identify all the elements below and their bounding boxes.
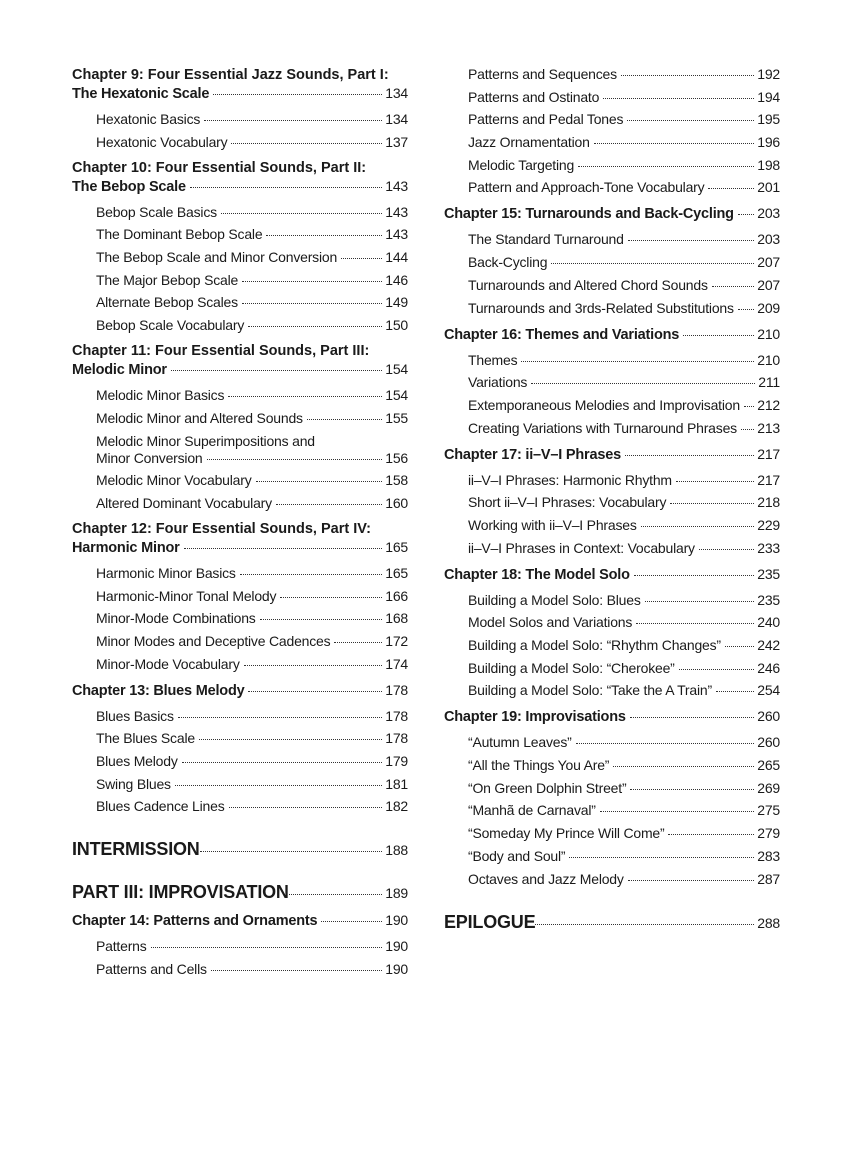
toc-page-number: 260 (757, 708, 780, 725)
toc-section-altered-dominant-vocabulary[interactable] (72, 495, 408, 512)
toc-page-number: 207 (757, 276, 780, 293)
toc-section-building-a-model-solo-take-the-a-train[interactable] (444, 682, 780, 699)
dot-leader (738, 214, 754, 215)
dot-leader (231, 143, 382, 144)
toc-section-the-standard-turnaround[interactable] (444, 231, 780, 248)
dot-leader (341, 258, 382, 259)
toc-entry-title: The Hexatonic Scale (72, 86, 210, 102)
toc-entry-title-line1: Chapter 9: Four Essential Jazz Sounds, Part I: (72, 67, 389, 83)
toc-page-number: 203 (757, 231, 780, 248)
toc-page-number: 149 (385, 294, 408, 311)
toc-page-number: 154 (385, 361, 408, 378)
toc-entry-title: The Blues Scale (96, 730, 195, 747)
toc-chapter-the-bebop-scale[interactable] (72, 159, 408, 196)
toc-entry-title: Blues Melody (96, 753, 178, 769)
toc-chapter-chapter-15-turnarounds-and-back-cycling[interactable] (444, 204, 780, 223)
dot-leader (213, 94, 382, 95)
toc-entry-title: Bebop Scale Basics (96, 203, 217, 220)
toc-page-number: 196 (757, 134, 780, 151)
toc-entry-title: Chapter 18: The Model Solo (444, 566, 630, 583)
dot-leader (334, 642, 382, 643)
toc-section-building-a-model-solo-blues[interactable] (444, 592, 780, 609)
toc-entry-title: Alternate Bebop Scales (96, 294, 238, 311)
toc-entry-title: Melodic Minor and Altered Sounds (96, 409, 303, 426)
toc-section-melodic-targeting[interactable] (444, 157, 780, 174)
dot-leader (670, 503, 754, 504)
dot-leader (199, 739, 382, 740)
toc-section-working-with-ii-v-i-phrases[interactable] (444, 517, 780, 534)
toc-entry-title: Chapter 16: Themes and Variations (444, 326, 680, 343)
toc-section-someday-my-prince-will-come[interactable] (444, 825, 780, 842)
toc-entry-title: Melodic Minor Basics (96, 387, 225, 404)
toc-entry-title: Hexatonic Vocabulary (96, 133, 228, 150)
toc-section-blues-melody[interactable] (72, 753, 408, 770)
toc-entry-title: Octaves and Jazz Melody (468, 870, 624, 887)
toc-entry-title: Extemporaneous Melodies and Improvisation (468, 396, 740, 413)
dot-leader (613, 766, 754, 767)
dot-leader (171, 370, 382, 371)
toc-page-number: 210 (757, 351, 780, 368)
toc-page-number: 213 (757, 419, 780, 436)
toc-chapter-harmonic-minor[interactable] (72, 520, 408, 557)
toc-entry-title: Harmonic-Minor Tonal Melody (96, 587, 277, 604)
dot-leader (178, 717, 382, 718)
dot-leader (248, 691, 382, 692)
toc-chapter-melodic-minor[interactable] (72, 342, 408, 379)
toc-page-number: 168 (385, 610, 408, 627)
toc-page-number: 188 (385, 842, 408, 859)
toc-entry-title: “Body and Soul” (468, 847, 566, 864)
dot-leader (240, 574, 383, 575)
toc-section-turnarounds-and-3rds-related-substitutio[interactable] (444, 300, 780, 317)
dot-leader (576, 743, 755, 744)
toc-page-number: 134 (385, 85, 408, 101)
toc-entry-title: Building a Model Solo: Blues (468, 591, 641, 608)
toc-entry-title: Chapter 17: ii–V–I Phrases (444, 446, 621, 463)
toc-section-patterns-and-sequences[interactable] (444, 66, 780, 83)
toc-entry-title-line1: Chapter 10: Four Essential Sounds, Part II: (72, 159, 367, 176)
dot-leader (200, 851, 383, 852)
toc-page-number: 198 (757, 156, 780, 173)
toc-section-swing-blues[interactable] (72, 776, 408, 793)
toc-entry-title: Melodic Minor (72, 362, 167, 379)
toc-entry-title: Turnarounds and Altered Chord Sounds (468, 276, 708, 293)
toc-section-model-solos-and-variations[interactable] (444, 614, 780, 631)
toc-section-turnarounds-and-altered-chord-sounds[interactable] (444, 277, 780, 294)
toc-section-hexatonic-basics[interactable] (72, 111, 408, 128)
toc-section-minor-mode-vocabulary[interactable] (72, 656, 408, 673)
toc-page-number: 218 (757, 494, 780, 511)
dot-leader (242, 303, 382, 304)
toc-page-number: 143 (385, 203, 408, 220)
toc-entry-title: Pattern and Approach-Tone Vocabulary (468, 179, 705, 196)
dot-leader (175, 785, 382, 786)
toc-entry-title: Minor-Mode Vocabulary (96, 655, 240, 672)
toc-entry-title-line1: Melodic Minor Superimpositions and (96, 432, 315, 449)
toc-chapter-chapter-19-improvisations[interactable] (444, 707, 780, 726)
dot-leader (248, 326, 382, 327)
toc-page-number: 165 (385, 538, 408, 555)
toc-section-the-dominant-bebop-scale[interactable] (72, 226, 408, 243)
toc-entry-title: Patterns (96, 938, 147, 955)
toc-section-creating-variations-with-turnaround-phra[interactable] (444, 420, 780, 437)
dot-leader (535, 924, 754, 925)
toc-section-harmonic-minor-tonal-melody[interactable] (72, 588, 408, 605)
toc-entry-title: Hexatonic Basics (96, 111, 201, 127)
toc-section-variations[interactable] (444, 374, 780, 391)
dot-leader (716, 691, 754, 692)
dot-leader (190, 187, 382, 188)
toc-page-number: 194 (757, 88, 780, 105)
toc-section-patterns[interactable] (72, 938, 408, 955)
toc-section-melodic-minor-and-altered-sounds[interactable] (72, 410, 408, 427)
dot-leader (668, 834, 754, 835)
toc-entry-title: Turnarounds and 3rds-Related Substitutions (468, 299, 734, 316)
dot-leader (256, 481, 383, 482)
toc-section-hexatonic-vocabulary[interactable] (72, 134, 408, 151)
toc-section-body-and-soul[interactable] (444, 848, 780, 865)
toc-page-number: 156 (385, 449, 408, 466)
dot-leader (679, 669, 755, 670)
toc-section-all-the-things-you-are[interactable] (444, 757, 780, 774)
dot-leader (521, 361, 754, 362)
toc-entry-title: Melodic Targeting (468, 156, 575, 173)
toc-page-number: 143 (385, 226, 408, 243)
toc-section-building-a-model-solo-rhythm-changes[interactable] (444, 637, 780, 654)
toc-page-number: 190 (385, 912, 408, 929)
toc-page-number: 178 (385, 707, 408, 724)
dot-leader (244, 665, 383, 666)
dot-leader (676, 481, 754, 482)
dot-leader (260, 619, 383, 620)
dot-leader (228, 396, 382, 397)
toc-left-column (72, 66, 408, 984)
toc-section-melodic-minor-basics[interactable] (72, 387, 408, 404)
dot-leader (708, 188, 754, 189)
toc-page-number: 209 (757, 299, 780, 316)
toc-page-number: 279 (757, 825, 780, 842)
toc-page-number: 190 (385, 961, 408, 978)
dot-leader (307, 419, 382, 420)
dot-leader (242, 281, 382, 282)
toc-entry-title: Altered Dominant Vocabulary (96, 494, 272, 511)
toc-entry-title: Minor-Mode Combinations (96, 610, 256, 627)
toc-section-the-blues-scale[interactable] (72, 730, 408, 747)
toc-page-number: 212 (757, 396, 780, 413)
toc-entry-title: Patterns and Pedal Tones (468, 111, 624, 128)
dot-leader (211, 970, 382, 971)
toc-entry-title: The Dominant Bebop Scale (96, 226, 263, 243)
toc-entry-title-line1: Chapter 12: Four Essential Sounds, Part IV: (72, 520, 371, 537)
toc-section-patterns-and-pedal-tones[interactable] (444, 111, 780, 128)
toc-section-ii-v-i-phrases-in-context-vocabulary[interactable] (444, 540, 780, 557)
toc-section-building-a-model-solo-cherokee[interactable] (444, 660, 780, 677)
toc-entry-title: Patterns and Ostinato (468, 88, 600, 105)
toc-page-number: 174 (385, 655, 408, 672)
toc-page-number: 178 (385, 681, 408, 698)
toc-entry-title: Chapter 14: Patterns and Ornaments (72, 913, 318, 930)
toc-entry-title: Jazz Ornamentation (468, 134, 590, 151)
toc-entry-title: Building a Model Solo: “Rhythm Changes” (468, 637, 721, 653)
dot-leader (569, 857, 754, 858)
toc-entry-title: ii–V–I Phrases in Context: Vocabulary (468, 539, 695, 556)
toc-entry-title: “All the Things You Are” (468, 757, 610, 774)
dot-leader (578, 166, 754, 167)
toc-page-number: 235 (757, 565, 780, 582)
toc-entry-title: The Standard Turnaround (468, 231, 624, 248)
toc-part-intermission[interactable] (72, 839, 408, 861)
toc-section-bebop-scale-basics[interactable] (72, 204, 408, 221)
toc-right-column (444, 66, 780, 934)
toc-section-themes[interactable] (444, 352, 780, 369)
toc-page-number: 144 (385, 249, 408, 266)
toc-page-number: 269 (757, 779, 780, 796)
toc-page-number: 166 (385, 587, 408, 604)
toc-entry-title: PART III: IMPROVISATION (72, 882, 289, 903)
toc-section-harmonic-minor-basics[interactable] (72, 565, 408, 582)
toc-chapter-the-hexatonic-scale[interactable] (72, 66, 408, 103)
toc-section-alternate-bebop-scales[interactable] (72, 294, 408, 311)
dot-leader (744, 406, 754, 407)
dot-leader (636, 623, 754, 624)
dot-leader (184, 548, 383, 549)
toc-entry-title: Harmonic Minor (72, 539, 180, 556)
toc-entry-title: The Bebop Scale (72, 178, 186, 195)
toc-entry-title: Harmonic Minor Basics (96, 564, 236, 581)
toc-entry-title: “Manhã de Carnaval” (468, 802, 596, 819)
toc-page-number: 246 (757, 659, 780, 676)
dot-leader (603, 98, 754, 99)
toc-section-manh-de-carnaval[interactable] (444, 802, 780, 819)
dot-leader (738, 309, 754, 310)
dot-leader (621, 75, 754, 76)
toc-page-number: 137 (385, 133, 408, 150)
toc-page-number: 265 (757, 757, 780, 774)
toc-entry-title: The Major Bebop Scale (96, 271, 239, 288)
toc-section-octaves-and-jazz-melody[interactable] (444, 871, 780, 888)
toc-entry-title: “On Green Dolphin Street” (468, 779, 627, 796)
toc-page-number: 158 (385, 472, 408, 489)
toc-page-number: 181 (385, 775, 408, 792)
dot-leader (725, 646, 754, 647)
toc-page-number: 288 (757, 914, 780, 931)
toc-entry-title: Themes (468, 351, 518, 368)
dot-leader (551, 263, 754, 264)
toc-page-number: 203 (757, 205, 780, 222)
toc-chapter-chapter-13-blues-melody[interactable] (72, 681, 408, 700)
dot-leader (229, 807, 383, 808)
toc-entry-title: The Bebop Scale and Minor Conversion (96, 249, 338, 266)
toc-section-melodic-minor-vocabulary[interactable] (72, 472, 408, 489)
toc-entry-title: Chapter 19: Improvisations (444, 709, 626, 726)
toc-entry-title: Bebop Scale Vocabulary (96, 317, 245, 334)
dot-leader (280, 597, 382, 598)
toc-page-number: 143 (385, 177, 408, 194)
toc-entry-title: “Someday My Prince Will Come” (468, 825, 665, 842)
dot-leader (321, 921, 382, 922)
toc-entry-title: Building a Model Solo: “Take the A Train” (468, 682, 712, 699)
dot-leader (641, 526, 755, 527)
toc-chapter-chapter-17-ii-v-i-phrases[interactable] (444, 445, 780, 464)
toc-page-number: 192 (757, 66, 780, 82)
toc-page-number: 207 (757, 254, 780, 271)
toc-page-number: 190 (385, 938, 408, 955)
toc-entry-title: Creating Variations with Turnaround Phrases (468, 419, 737, 436)
toc-page-number: 150 (385, 317, 408, 334)
dot-leader (630, 717, 754, 718)
toc-entry-title: Minor Modes and Deceptive Cadences (96, 632, 331, 649)
dot-leader (630, 789, 754, 790)
toc-section-minor-conversion[interactable] (72, 433, 408, 467)
dot-leader (221, 213, 382, 214)
toc-page-number: 146 (385, 271, 408, 288)
dot-leader (628, 880, 755, 881)
toc-page-number: 242 (757, 637, 780, 653)
toc-page-number: 217 (757, 471, 780, 488)
toc-page-number: 179 (385, 753, 408, 769)
toc-entry-title: Blues Basics (96, 707, 174, 724)
toc-entry-title: Chapter 13: Blues Melody (72, 682, 245, 699)
toc-entry-title: Patterns and Sequences (468, 66, 617, 82)
toc-entry-title: Swing Blues (96, 775, 171, 792)
toc-entry-title-line1: Chapter 11: Four Essential Sounds, Part III: (72, 343, 370, 360)
toc-entry-title: Short ii–V–I Phrases: Vocabulary (468, 494, 667, 511)
dot-leader (182, 762, 383, 763)
dot-leader (531, 383, 755, 384)
toc-page-number: 182 (385, 798, 408, 815)
dot-leader (289, 894, 382, 895)
toc-section-autumn-leaves[interactable] (444, 734, 780, 751)
toc-page-number: 154 (385, 387, 408, 404)
toc-page-number: 240 (757, 614, 780, 631)
toc-entry-title: Blues Cadence Lines (96, 798, 225, 815)
toc-page-number: 235 (757, 591, 780, 608)
dot-leader (207, 459, 383, 460)
toc-entry-title: Patterns and Cells (96, 961, 207, 978)
toc-entry-title: Melodic Minor Vocabulary (96, 472, 252, 489)
toc-section-patterns-and-cells[interactable] (72, 961, 408, 978)
toc-part-part-iii-improvisation[interactable] (72, 882, 408, 904)
dot-leader (634, 575, 754, 576)
toc-entry-title: Minor Conversion (96, 449, 203, 466)
dot-leader (712, 286, 754, 287)
toc-entry-title: “Autumn Leaves” (468, 734, 572, 751)
toc-section-on-green-dolphin-street[interactable] (444, 780, 780, 797)
toc-page-number: 201 (757, 179, 780, 196)
toc-chapter-chapter-14-patterns-and-ornaments[interactable] (72, 911, 408, 930)
toc-entry-title: ii–V–I Phrases: Harmonic Rhythm (468, 471, 672, 488)
toc-page-number: 165 (385, 564, 408, 581)
toc-page-number: 260 (757, 734, 780, 751)
toc-entry-title: Model Solos and Variations (468, 614, 633, 631)
toc-section-the-major-bebop-scale[interactable] (72, 272, 408, 289)
toc-entry-title: INTERMISSION (72, 839, 200, 860)
toc-section-pattern-and-approach-tone-vocabulary[interactable] (444, 179, 780, 196)
toc-page-number: 229 (757, 516, 780, 533)
dot-leader (645, 601, 755, 602)
toc-part-epilogue[interactable] (444, 912, 780, 934)
toc-page-number: 189 (385, 885, 408, 902)
toc-page-number: 210 (757, 325, 780, 342)
toc-page-number: 195 (757, 111, 780, 128)
dot-leader (151, 947, 383, 948)
toc-page-number: 217 (757, 445, 780, 462)
toc-section-blues-basics[interactable] (72, 708, 408, 725)
toc-entry-title: Variations (468, 374, 528, 391)
dot-leader (600, 811, 755, 812)
toc-section-ii-v-i-phrases-harmonic-rhythm[interactable] (444, 472, 780, 489)
toc-page-number: 211 (758, 374, 780, 391)
toc-section-patterns-and-ostinato[interactable] (444, 89, 780, 106)
toc-section-minor-modes-and-deceptive-cadences[interactable] (72, 633, 408, 650)
toc-page-number: 134 (385, 111, 408, 127)
toc-entry-title: Working with ii–V–I Phrases (468, 516, 637, 533)
dot-leader (625, 455, 754, 456)
dot-leader (266, 235, 382, 236)
toc-entry-title: Back-Cycling (468, 254, 548, 271)
toc-section-blues-cadence-lines[interactable] (72, 798, 408, 815)
toc-section-minor-mode-combinations[interactable] (72, 610, 408, 627)
dot-leader (627, 120, 754, 121)
toc-page-number: 275 (757, 802, 780, 819)
toc-page-number: 283 (757, 847, 780, 864)
dot-leader (628, 240, 755, 241)
toc-page-number: 172 (385, 632, 408, 649)
dot-leader (741, 429, 754, 430)
dot-leader (594, 143, 755, 144)
toc-chapter-chapter-16-themes-and-variations[interactable] (444, 325, 780, 344)
toc-page-number: 287 (757, 870, 780, 887)
toc-chapter-chapter-18-the-model-solo[interactable] (444, 565, 780, 584)
dot-leader (276, 504, 382, 505)
toc-page-number: 178 (385, 730, 408, 747)
toc-page-number: 254 (757, 682, 780, 699)
toc-page-number: 233 (757, 539, 780, 556)
dot-leader (699, 549, 754, 550)
dot-leader (204, 120, 382, 121)
toc-section-back-cycling[interactable] (444, 254, 780, 271)
toc-entry-title: EPILOGUE (444, 911, 536, 932)
toc-section-the-bebop-scale-and-minor-conversion[interactable] (72, 249, 408, 266)
toc-page-number: 155 (385, 409, 408, 426)
toc-entry-title: Building a Model Solo: “Cherokee” (468, 659, 675, 676)
toc-section-extemporaneous-melodies-and-improvisatio[interactable] (444, 397, 780, 414)
toc-section-jazz-ornamentation[interactable] (444, 134, 780, 151)
toc-entry-title: Chapter 15: Turnarounds and Back-Cycling (444, 206, 734, 223)
toc-section-short-ii-v-i-phrases-vocabulary[interactable] (444, 494, 780, 511)
toc-page-number: 160 (385, 494, 408, 511)
toc-section-bebop-scale-vocabulary[interactable] (72, 317, 408, 334)
dot-leader (683, 335, 754, 336)
